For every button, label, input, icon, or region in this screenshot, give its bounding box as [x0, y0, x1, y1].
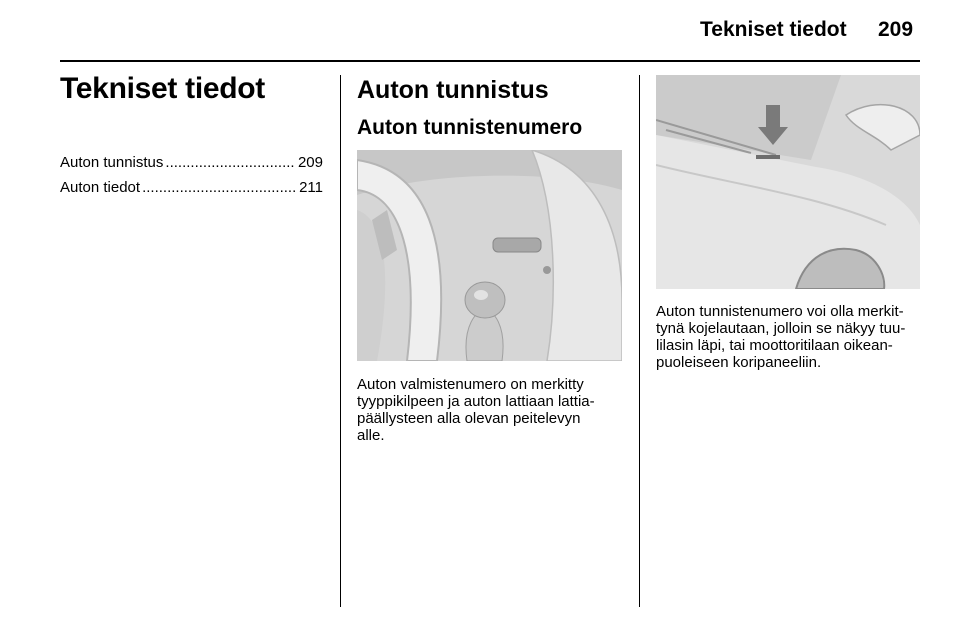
- chapter-title: Tekniset tiedot: [60, 72, 265, 105]
- toc-entry-label: Auton tiedot: [60, 179, 141, 196]
- figure-windshield-vin-location: [656, 75, 920, 289]
- toc-entry-auton-tiedot[interactable]: [60, 175, 323, 200]
- toc-leader-dots: [142, 175, 297, 200]
- page-number: 209: [878, 18, 914, 41]
- toc-entry-page: 211: [299, 179, 323, 196]
- toc-entry-label: Auton tunnistus: [60, 154, 164, 171]
- car-exterior-illustration: [656, 75, 920, 289]
- column-divider-left: [340, 75, 341, 607]
- section-title: Auton tunnistus: [357, 76, 549, 104]
- paragraph-windshield-vin: Auton tunnistenumero voi olla merkit- tynä kojelautaan, jolloin se näkyy tuu- lilasin läpi, tai moottoritilaan oikean- puoleiseen koripaneeliin.: [656, 303, 906, 371]
- toc-leader-dots: [165, 150, 296, 175]
- table-of-contents: [60, 150, 323, 200]
- running-header-title: Tekniset tiedot: [700, 18, 847, 41]
- toc-entry-auton-tunnistus[interactable]: [60, 150, 323, 175]
- toc-entry-page: 209: [297, 154, 323, 171]
- subsection-title: Auton tunnistenumero: [357, 116, 583, 139]
- figure-floor-vin-location: [357, 150, 622, 361]
- paragraph-floor-vin: Auton valmistenumero on merkitty tyyppikilpeen ja auton lattiaan lattia- päällysteen alla olevan peitelevyn alle.: [357, 376, 595, 444]
- car-interior-illustration: [357, 150, 622, 361]
- column-divider-right: [639, 75, 640, 607]
- header-divider: [60, 60, 920, 62]
